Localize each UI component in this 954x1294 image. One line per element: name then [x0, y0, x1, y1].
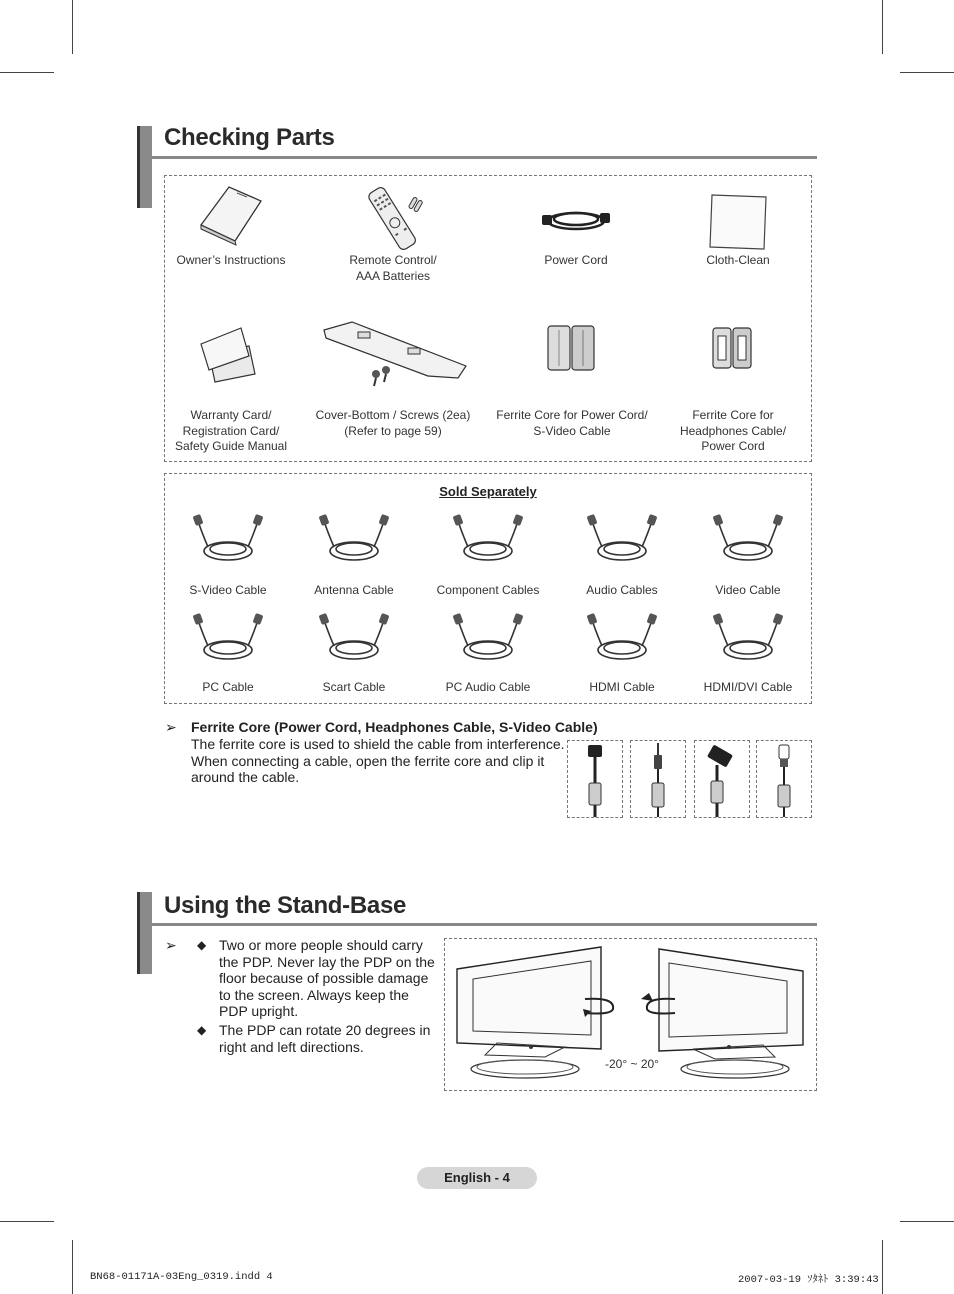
cable-icon: [448, 612, 528, 670]
ferrite-note-body: The ferrite core is used to shield the cable from interference. When connecting a cable, open the ferrite core and clip it around the cable.: [191, 736, 565, 785]
ferrite-example-2: [630, 740, 686, 818]
angled-plug-ferrite-icon: [695, 741, 749, 817]
crop-mark: [882, 0, 883, 54]
booklet-icon: [191, 183, 271, 253]
sold-item-label: PC Audio Cable: [445, 680, 531, 694]
remote-control-icon: [353, 183, 433, 253]
sold-item: [562, 612, 682, 694]
cards-icon: [191, 318, 271, 408]
sold-item-label: Video Cable: [715, 583, 781, 597]
ferrite-core-small-icon: [693, 318, 773, 408]
section-rule: [151, 156, 817, 159]
part-warranty-cards: [170, 318, 292, 455]
crop-mark: [900, 1221, 954, 1222]
crop-mark: [0, 72, 54, 73]
ferrite-core-icon: [532, 318, 612, 408]
note-arrow-icon: ➢: [165, 719, 177, 735]
part-label: Cloth-Clean: [706, 253, 770, 267]
sold-item: [688, 513, 808, 597]
sold-item-label: HDMI Cable: [589, 680, 655, 694]
page-number-badge: English - 4: [417, 1167, 537, 1189]
headphone-plug-ferrite-icon: [631, 741, 685, 817]
sold-item-label: PC Cable: [202, 680, 254, 694]
part-label: Remote Control/ AAA Batteries: [349, 253, 437, 283]
part-label: Ferrite Core for Headphones Cable/ Power Cord: [679, 408, 787, 453]
cable-icon: [708, 513, 788, 571]
footer-filename: BN68-01171A-03Eng_0319.indd 4: [90, 1271, 273, 1283]
power-plug-ferrite-icon: [568, 741, 622, 817]
sold-item: [562, 513, 682, 597]
ferrite-example-1: [567, 740, 623, 818]
svideo-plug-ferrite-icon: [757, 741, 811, 817]
crop-mark: [0, 1221, 54, 1222]
part-label: Cover-Bottom / Screws (2ea) (Refer to page 59): [315, 408, 471, 438]
sold-separately-title: [165, 484, 811, 499]
ferrite-example-3: [694, 740, 750, 818]
sold-item-label: Audio Cables: [586, 583, 658, 597]
part-label: Owner’s Instructions: [176, 253, 286, 267]
part-label: Power Cord: [544, 253, 608, 267]
sold-item-label: Antenna Cable: [314, 583, 394, 597]
cable-icon: [314, 612, 394, 670]
sold-item: [428, 513, 548, 597]
ferrite-example-4: [756, 740, 812, 818]
crop-mark: [72, 1240, 73, 1294]
sold-item-label: Scart Cable: [322, 680, 386, 694]
cable-icon: [582, 612, 662, 670]
crop-mark: [900, 72, 954, 73]
part-label: Ferrite Core for Power Cord/ S-Video Cable: [496, 408, 648, 438]
cloth-icon: [698, 183, 778, 253]
sold-item: [428, 612, 548, 694]
power-cord-icon: [536, 183, 616, 253]
section-title-stand-base: Using the Stand-Base: [164, 892, 407, 919]
part-ferrite-core-headphones: [672, 318, 794, 455]
sold-item-label: S-Video Cable: [189, 583, 267, 597]
sold-item: [294, 612, 414, 694]
part-ferrite-core-power: [495, 318, 649, 439]
sold-item: [294, 513, 414, 597]
cable-icon: [582, 513, 662, 571]
sold-item: [168, 612, 288, 694]
footer-timestamp: 2007-03-19 ｿﾀﾈﾄ 3:39:43: [738, 1274, 879, 1286]
bullet-diamond-icon: ◆: [197, 938, 207, 952]
part-label: Warranty Card/ Registration Card/ Safety Guide Manual: [174, 408, 288, 453]
cable-icon: [448, 513, 528, 571]
section-accent-bar: [137, 892, 152, 974]
sold-item: [688, 612, 808, 694]
crop-mark: [72, 0, 73, 54]
sold-separately-title-text: Sold Separately: [439, 484, 537, 499]
sold-item-label: HDMI/DVI Cable: [703, 680, 793, 694]
crop-mark: [882, 1240, 883, 1294]
cable-icon: [188, 513, 268, 571]
part-remote-control: [332, 183, 454, 284]
part-power-cord: [515, 183, 637, 269]
cable-icon: [314, 513, 394, 571]
rotation-range-label: -20° ~ 20°: [605, 1057, 659, 1071]
section-title-checking-parts: Checking Parts: [164, 124, 335, 151]
ferrite-note-heading: Ferrite Core (Power Cord, Headphones Cable, S-Video Cable): [191, 719, 598, 735]
stand-illustration-box: [444, 938, 817, 1091]
section-accent-bar: [137, 126, 152, 208]
stand-bullet-2: The PDP can rotate 20 degrees in right and left directions.: [219, 1022, 431, 1055]
stand-bullet-1: Two or more people should carry the PDP. Never lay the PDP on the floor because of possible damage to the screen. Always keep the PDP upright.: [219, 937, 435, 1019]
part-cloth-clean: [677, 183, 799, 269]
section-rule: [151, 923, 817, 926]
cable-icon: [188, 612, 268, 670]
cable-icon: [708, 612, 788, 670]
part-owners-instructions: [170, 183, 292, 269]
sold-item: [168, 513, 288, 597]
note-arrow-icon: ➢: [165, 937, 177, 953]
part-cover-bottom: [312, 318, 474, 439]
bullet-diamond-icon: ◆: [197, 1023, 207, 1037]
cover-bottom-icon: [318, 318, 468, 408]
sold-item-label: Component Cables: [436, 583, 540, 597]
